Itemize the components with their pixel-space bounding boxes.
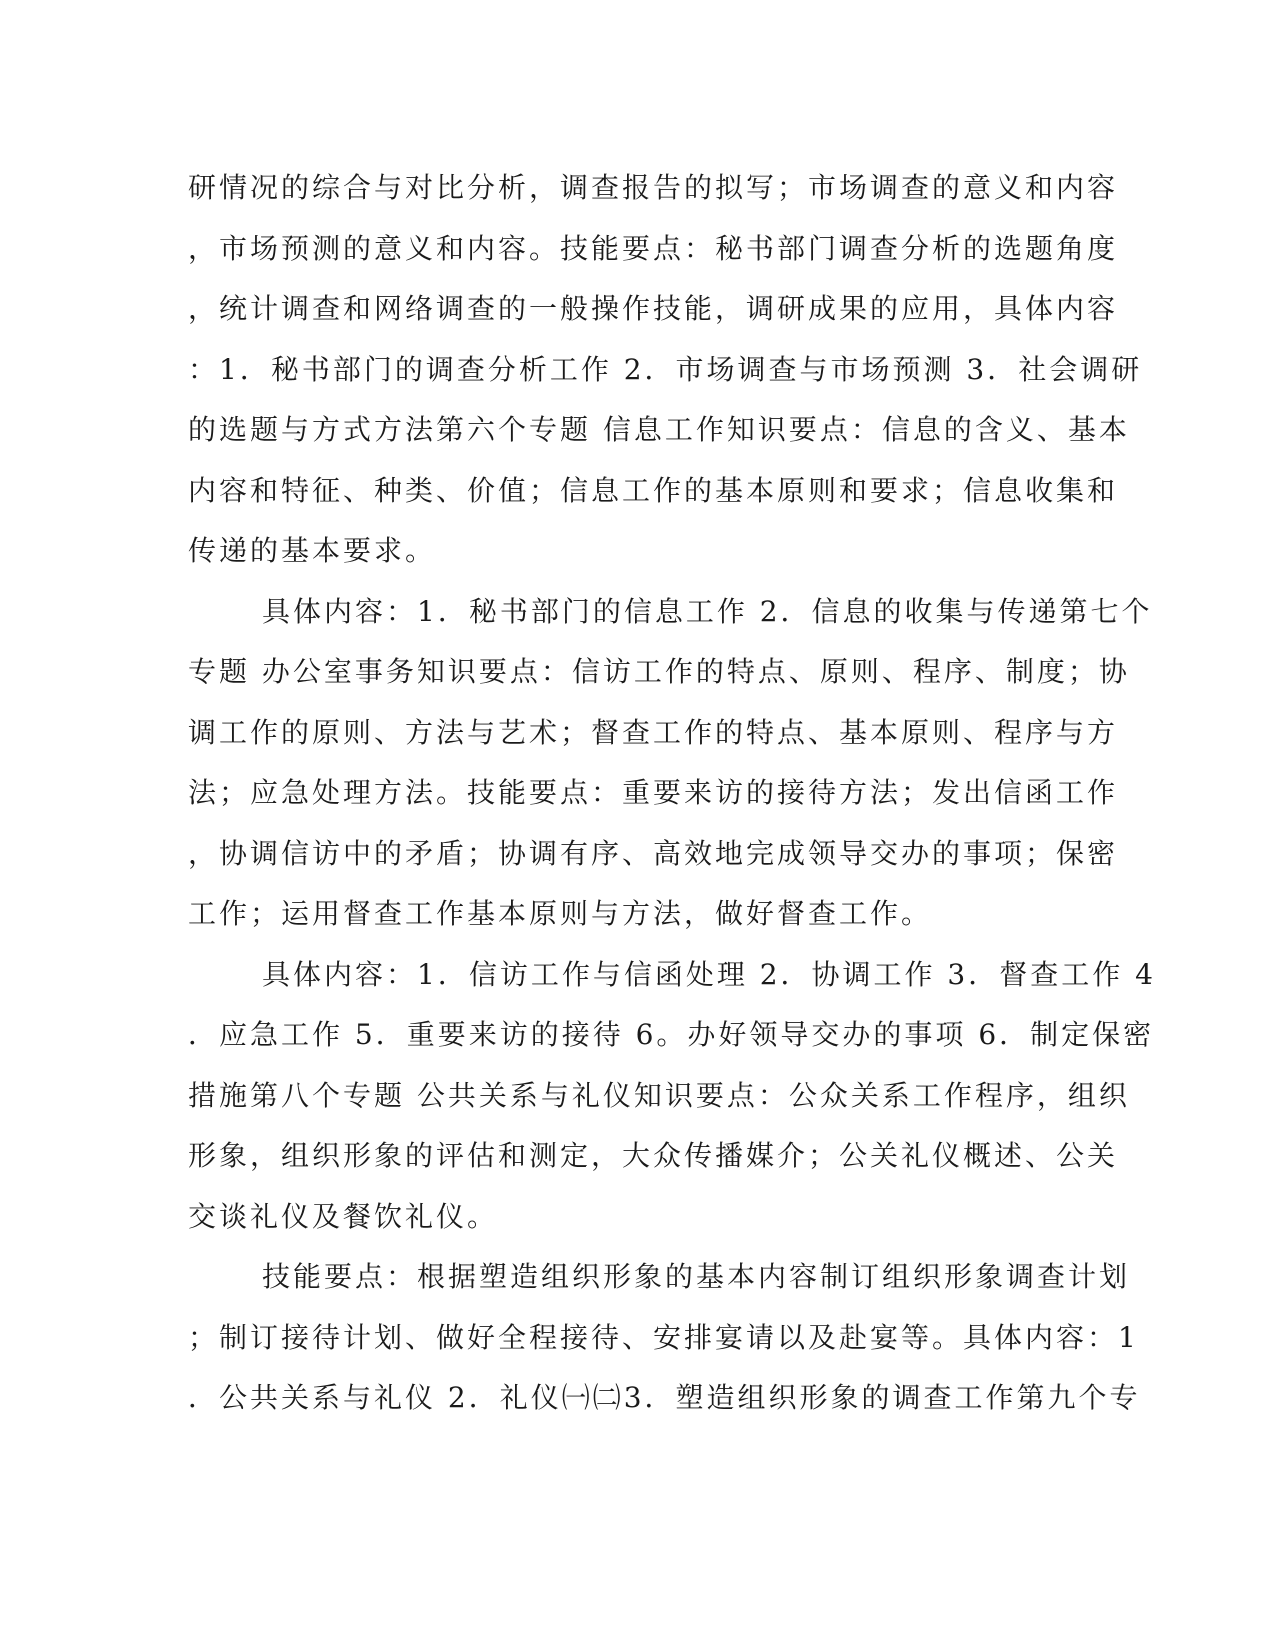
- paragraph-start-line: 具体内容：1．信访工作与信函处理 2．协调工作 3．督查工作 4: [262, 957, 1156, 991]
- text-line: 法；应急处理方法。技能要点：重要来访的接待方法；发出信函工作: [188, 776, 1119, 809]
- text-line: 专题 办公室事务知识要点：信访工作的特点、原则、程序、制度；协: [188, 655, 1130, 688]
- text-line: ，统计调查和网络调查的一般操作技能，调研成果的应用，具体内容: [188, 292, 1119, 325]
- body-text: [188, 158, 1156, 1429]
- text-line: 措施第八个专题 公共关系与礼仪知识要点：公众关系工作程序，组织: [188, 1078, 1130, 1112]
- text-line: 形象，组织形象的评估和测定，大众传播媒介；公关礼仪概述、公关: [188, 1139, 1119, 1172]
- text-line: 工作；运用督查工作基本原则与方法，做好督查工作。: [188, 897, 933, 930]
- text-line: ．公共关系与礼仪 2．礼仪㈠㈡3．塑造组织形象的调查工作第九个专: [188, 1381, 1141, 1414]
- text-line: 交谈礼仪及餐饮礼仪。: [188, 1199, 499, 1233]
- text-line: 调工作的原则、方法与艺术；督查工作的特点、基本原则、程序与方: [188, 715, 1119, 749]
- text-line: ．应急工作 5．重要来访的接待 6。办好领导交办的事项 6．制定保密: [188, 1018, 1155, 1051]
- text-line: ，协调信访中的矛盾；协调有序、高效地完成领导交办的事项；保密: [188, 836, 1119, 870]
- text-line: 内容和特征、种类、价值；信息工作的基本原则和要求；信息收集和: [188, 473, 1119, 507]
- text-line: 研情况的综合与对比分析，调查报告的拟写；市场调查的意义和内容: [188, 171, 1119, 204]
- paragraph-start-line: 具体内容：1．秘书部门的信息工作 2．信息的收集与传递第七个: [262, 594, 1153, 628]
- paragraph-start-line: 技能要点：根据塑造组织形象的基本内容制订组织形象调查计划: [262, 1260, 1131, 1293]
- text-line: 传递的基本要求。: [188, 534, 437, 567]
- text-line: 的选题与方式方法第六个专题 信息工作知识要点：信息的含义、基本: [188, 413, 1130, 446]
- text-line: ；制订接待计划、做好全程接待、安排宴请以及赴宴等。具体内容：1: [188, 1320, 1139, 1354]
- text-line: ：1．秘书部门的调查分析工作 2．市场调查与市场预测 3．社会调研: [188, 352, 1143, 386]
- text-line: ，市场预测的意义和内容。技能要点：秘书部门调查分析的选题角度: [188, 231, 1119, 265]
